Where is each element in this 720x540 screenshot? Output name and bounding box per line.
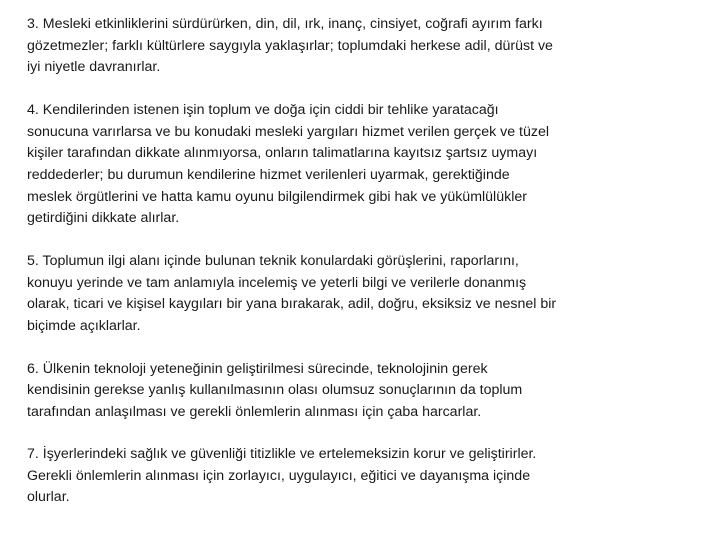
paragraph-item-6: 6. Ülkenin teknoloji yeteneğinin geliştirilmesi sürecinde, teknolojinin gerek kendisinin gerekse yanlış kullanılmasının olası olumsuz sonuçlarının da toplum tarafından anlaşılması ve gerekli önlemlerin alınması için çaba harcarlar. bbox=[27, 360, 523, 421]
document-body bbox=[27, 14, 657, 509]
paragraph-item-4: 4. Kendilerinden istenen işin toplum ve doğa için ciddi bir tehlike yaratacağı sonucuna varırlarsa ve bu konudaki mesleki yargıları hizmet verilen gerçek ve tüzel kişiler tarafından dikkate alınmıyorsa, onların talimatlarına kayıtsız şartsız uymayı reddederler; bu durumun kendilerine hizmet verilenleri uyarmak, gerektiğinde meslek örgütlerini ve hatta kamu oyunu bilgilendirmek gibi hak ve yükümlülükler getirdiğini dikkate alırlar. bbox=[27, 102, 550, 227]
paragraph-spacer bbox=[27, 79, 657, 100]
paragraph-item-5: 5. Toplumun ilgi alanı içinde bulunan teknik konulardaki görüşlerini, raporlarını, konuyu yerinde ve tam anlamıyla incelemiş ve yeterli bilgi ve verilerle donanmış olarak, ticari ve kişisel kaygıları bir yana bırakarak, adil, doğru, eksiksiz ve nesnel bir biçimde açıklarlar. bbox=[27, 253, 557, 334]
paragraph-spacer bbox=[27, 338, 657, 359]
paragraph-spacer bbox=[27, 424, 657, 445]
paragraph-item-7: 7. İşyerlerindeki sağlık ve güvenliği titizlikle ve ertelemeksizin korur ve geliştirirler. Gerekli önlemlerin alınması için zorlayıcı, uygulayıcı, eğitici ve dayanışma içinde olurlar. bbox=[27, 446, 537, 506]
paragraph-item-3: 3. Mesleki etkinliklerini sürdürürken, din, dil, ırk, inanç, cinsiyet, coğrafi ayırım farkı gözetmezler; farklı kültürlere saygıyla yaklaşırlar; toplumdaki herkese adil, dürüst ve iyi niyetle davranırlar. bbox=[27, 16, 553, 76]
paragraph-spacer bbox=[27, 230, 657, 251]
